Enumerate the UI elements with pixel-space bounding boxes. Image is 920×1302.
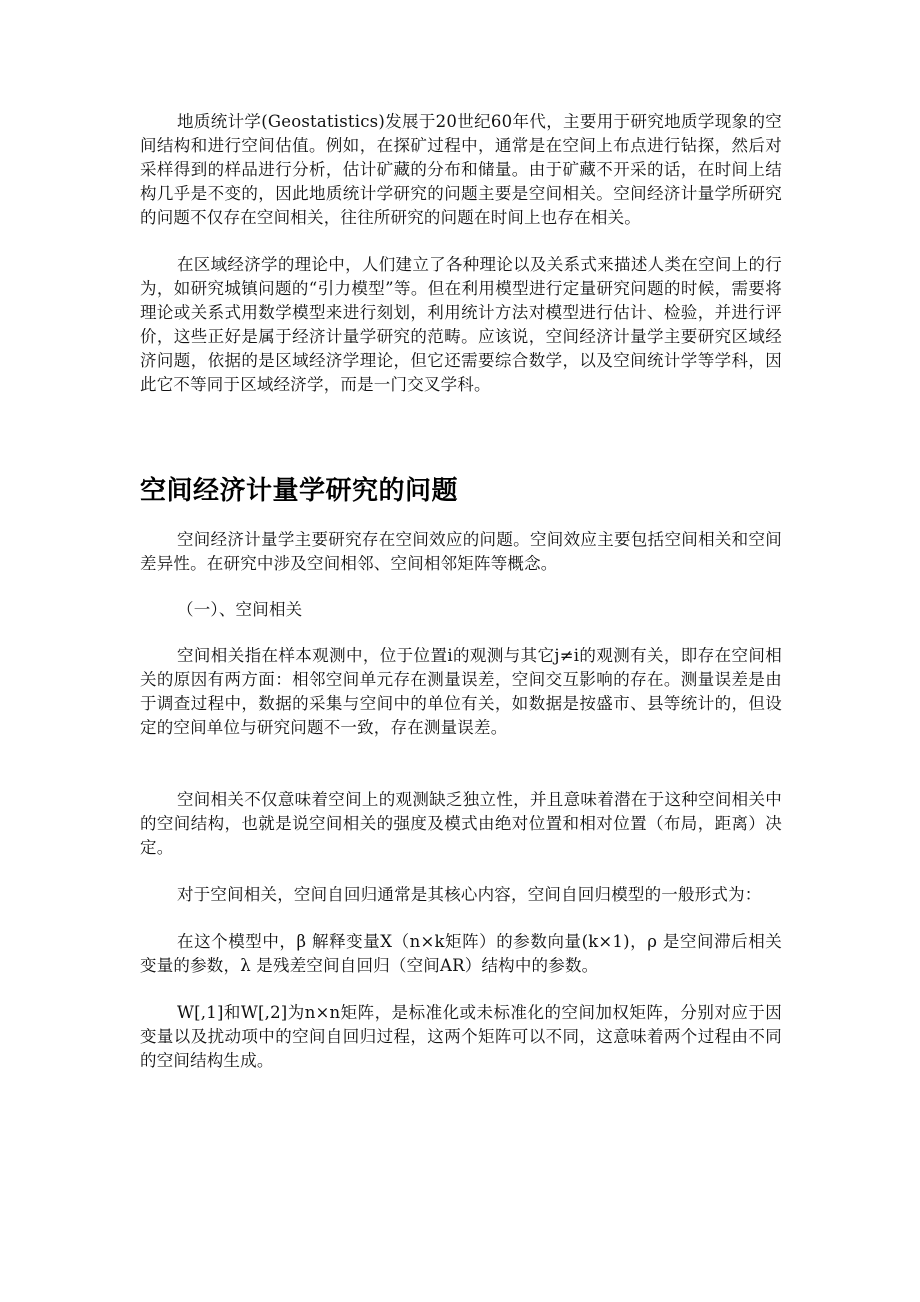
paragraph-spatial-structure: 空间相关不仅意味着空间上的观测缺乏独立性，并且意味着潜在于这种空间相关中的空间结构，也就是说空间相关的强度及模式由绝对位置和相对位置（布局，距离）决定。 <box>140 790 782 857</box>
subheading-spatial-correlation: （一）、空间相关 <box>177 600 303 619</box>
paragraph-section-intro: 空间经济计量学主要研究存在空间效应的问题。空间效应主要包括空间相关和空间差异性。在研究中涉及空间相邻、空间相邻矩阵等概念。 <box>140 530 782 573</box>
paragraph-spatial-autoregression: 对于空间相关，空间自回归通常是其核心内容，空间自回归模型的一般形式为： <box>177 885 762 904</box>
paragraph-model-parameters: 在这个模型中，β 解释变量X（n×k矩阵）的参数向量(k×1)，ρ 是空间滞后相关变量的参数，λ 是残差空间自回归（空间AR）结构中的参数。 <box>140 932 782 975</box>
section-heading: 空间经济计量学研究的问题 <box>140 476 459 506</box>
paragraph-geostatistics: 地质统计学(Geostatistics)发展于20世纪60年代，主要用于研究地质学现象的空间结构和进行空间估值。例如，在探矿过程中，通常是在空间上布点进行钻探，然后对采样得到的样品进行分析，估计矿藏的分布和储量。由于矿藏不开采的话，在时间上结构几乎是不变的，因此地质统计学研究的问题主要是空间相关。空间经济计量学所研究的问题不仅存在空间相关，往往所研究的问题在时间上也存在相关。 <box>140 112 782 227</box>
paragraph-weight-matrices: W[,1]和W[,2]为n×n矩阵，是标准化或未标准化的空间加权矩阵，分别对应于因变量以及扰动项中的空间自回归过程，这两个矩阵可以不同，这意味着两个过程由不同的空间结构生成。 <box>140 1003 782 1070</box>
paragraph-regional-economics: 在区域经济学的理论中，人们建立了各种理论以及关系式来描述人类在空间上的行为，如研究城镇问题的“引力模型”等。但在利用模型进行定量研究问题的时候，需要将理论或关系式用数学模型来进行刻划，利用统计方法对模型进行估计、检验，并进行评价，这些正好是属于经济计量学研究的范畴。应该说，空间经济计量学主要研究区域经济问题，依据的是区域经济学理论，但它还需要综合数学，以及空间统计学等学科，因此它不等同于区域经济学，而是一门交叉学科。 <box>140 255 782 394</box>
paragraph-spatial-correlation-definition: 空间相关指在样本观测中，位于位置i的观测与其它j≠i的观测有关，即存在空间相关的原因有两方面：相邻空间单元存在测量误差，空间交互影响的存在。测量误差是由于调查过程中，数据的采集与空间中的单位有关，如数据是按盛市、县等统计的，但设定的空间单位与研究问题不一致，存在测量误差。 <box>140 646 782 737</box>
document-page <box>140 110 782 1073</box>
